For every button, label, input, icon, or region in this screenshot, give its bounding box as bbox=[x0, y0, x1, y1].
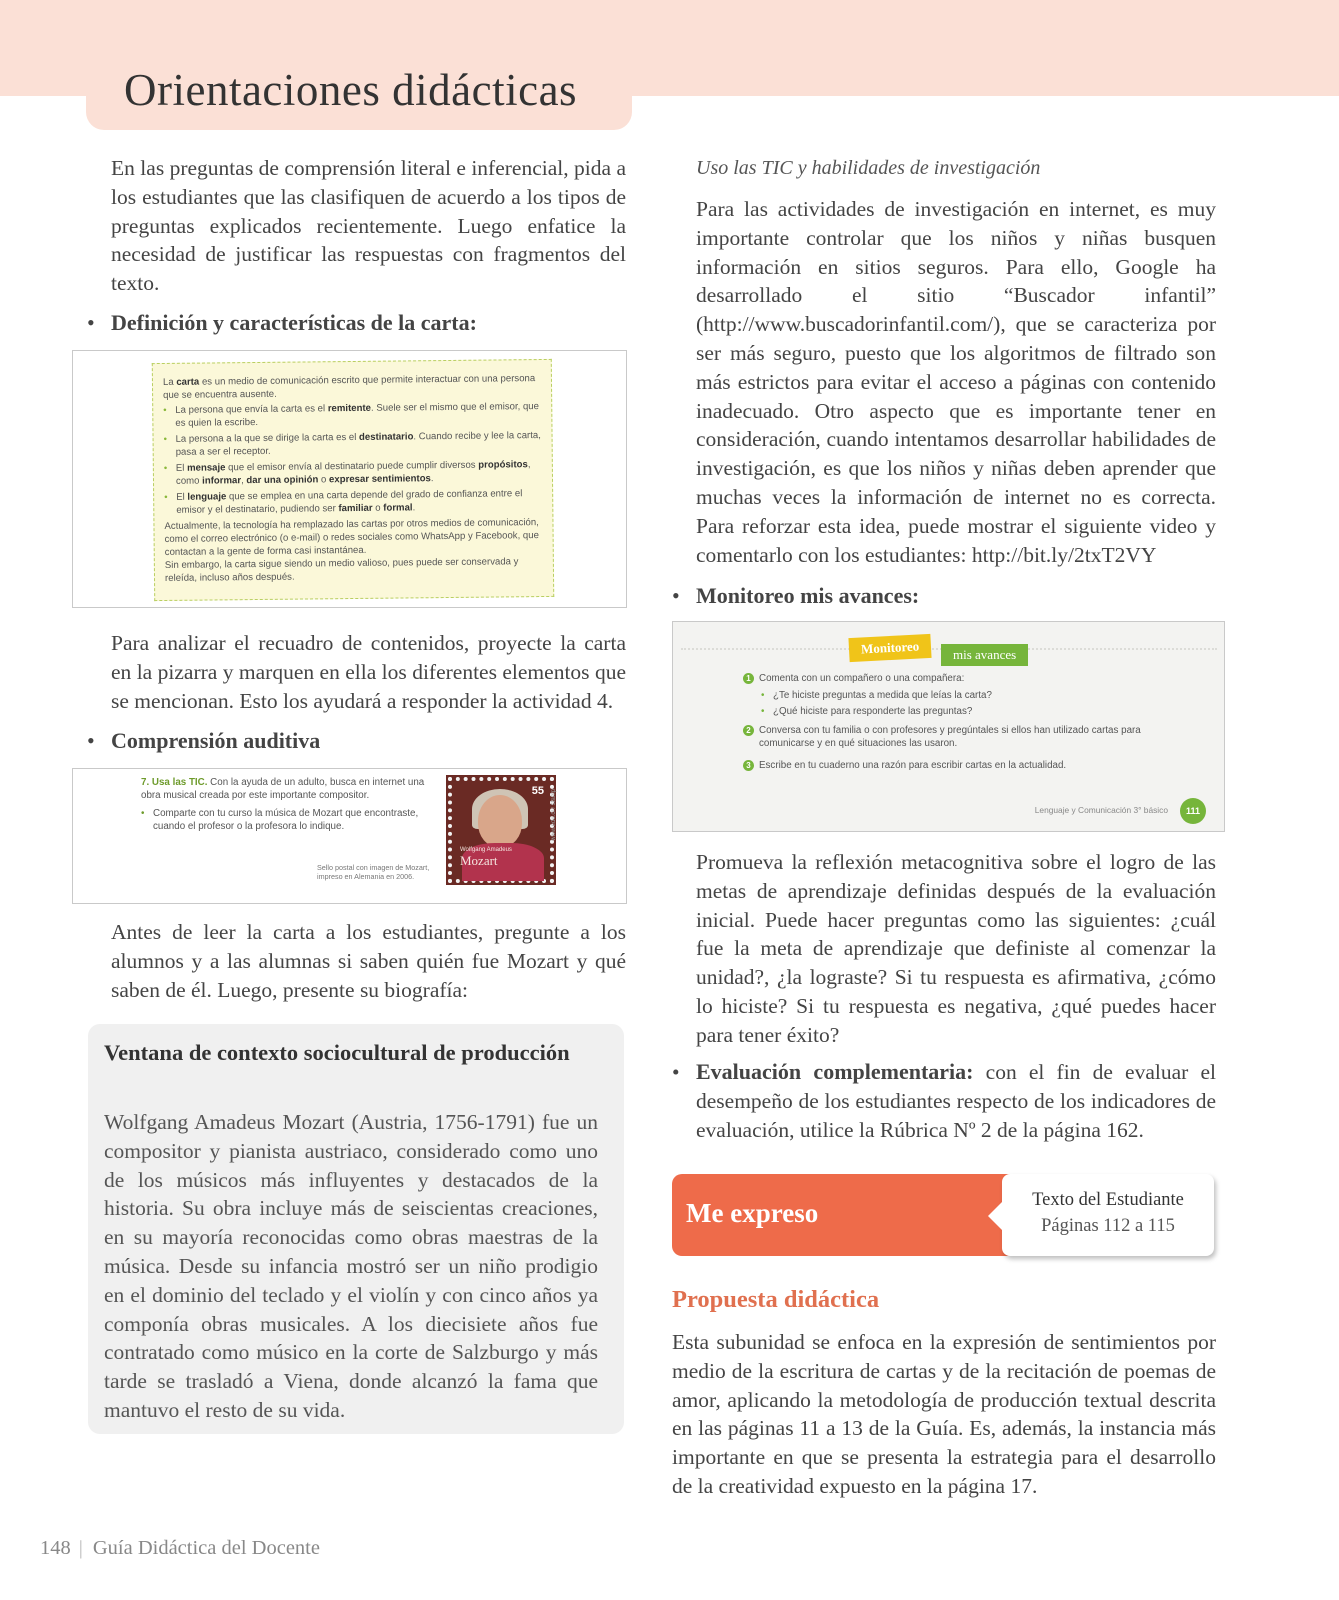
page-title: Orientaciones didácticas bbox=[124, 65, 578, 115]
bullet-dot: • bbox=[672, 583, 680, 608]
monitoreo-item-1: 1 Comenta con un compañero o una compañera: • ¿Te hiciste preguntas a medida que leías la carta? • ¿Qué hiciste para responderte las preguntas? bbox=[743, 672, 1183, 719]
tic-activity bbox=[141, 777, 431, 833]
carta-intro: La carta es un medio de comunicación escrito que permite interactuar con una persona que se encuentra ausente. bbox=[162, 373, 536, 401]
right-paragraph-3: Esta subunidad se enfoca en la expresión de sentimientos por medio de la escritura de cartas y de la recitación de poemas de amor, aplicando la metodología de producción textual descrita en las páginas 11 a 13 de la Guía. Es, además, la instancia más importante en que se presenta la estrategia para el desarrollo de la creatividad expuesto en la página 17. bbox=[672, 1330, 1216, 1498]
bullet-dot: • bbox=[87, 310, 95, 335]
bullet-evaluacion-text: con el fin de evaluar el desempeño de los estudiantes respecto de los indicadores de evaluación, utilice la Rúbrica Nº 2 de la página 162. bbox=[696, 1060, 1216, 1142]
tic-activity-text: 7. Usa las TIC. Con la ayuda de un adulto, busca en internet una obra musical creada por este importante compositor. bbox=[141, 777, 425, 801]
carta-outro-2: Sin embargo, la carta sigue siendo un medio valioso, pues puede ser conservada y releída, incluso años después. bbox=[164, 556, 519, 584]
stamp-value: 55 bbox=[531, 785, 544, 797]
carta-image bbox=[72, 350, 627, 608]
monitoreo-tag: Monitoreo bbox=[848, 634, 931, 662]
bullet-comprension bbox=[87, 728, 626, 754]
left-paragraph-1: En las preguntas de comprensión literal e inferencial, pida a los estudiantes que las clasifiquen de acuerdo a los tipos de preguntas explicados recientemente. Luego enfatice la necesidad de justificar las respuestas con fragmentos del texto. bbox=[111, 156, 626, 296]
tic-activity-sub: • Comparte con tu curso la música de Mozart que encontraste, cuando el profesor o la profesora lo indique. bbox=[141, 808, 419, 832]
bullet-dot: • bbox=[87, 728, 95, 753]
tic-activity-image bbox=[72, 768, 627, 904]
page-footer: 148 | Guía Didáctica del Docente bbox=[40, 1537, 320, 1559]
texto-estudiante-card bbox=[1002, 1174, 1214, 1256]
carta-outro-1: Actualmente, la tecnología ha remplazado las cartas por otros medios de comunicación, como el correo electrónico (o e-mail) o redes sociales como WhatsApp y Facebook, que contactan a la gente de forma casi instantánea. bbox=[164, 517, 539, 558]
left-paragraph-2: Para analizar el recuadro de contenidos, proyecte la carta en la pizarra y marquen en ella los diferentes elementos que se mencionan. Esto los ayudará a responder la actividad 4. bbox=[111, 631, 626, 713]
ventana-title: Ventana de contexto sociocultural de producción bbox=[104, 1040, 570, 1065]
ventana-box bbox=[88, 1024, 624, 1434]
stamp-name: Mozart bbox=[460, 853, 498, 868]
bullet-evaluacion bbox=[672, 1058, 1216, 1144]
monitoreo-image bbox=[672, 621, 1225, 832]
ventana-body: Wolfgang Amadeus Mozart (Austria, 1756-1791) fue un compositor y pianista austriaco, considerado como uno de los músicos más influyentes y destacados de la historia. Su obra incluye más de seiscientas creaciones, en su mayoría reconocidas como obras maestras de la música. Desde su infancia mostró ser un niño prodigio en el dominio del teclado y el violín y con cinco años ya componía obras musicales. A los diecisiete años fue contratado como músico en la corte de Salzburgo y más tarde se trasladó a Viena, donde alcanzó la fama que mantuvo el resto de su vida. bbox=[104, 1110, 598, 1422]
bullet-definicion bbox=[87, 310, 626, 336]
texto-estudiante-title: Texto del Estudiante bbox=[1032, 1190, 1184, 1210]
bullet-monitoreo bbox=[672, 583, 1216, 609]
me-expreso-label: Me expreso bbox=[686, 1198, 819, 1228]
stamp-face bbox=[478, 795, 522, 847]
carta-item-lenguaje: • El lenguaje que se emplea en una carta depende del grado de confianza entre el emisor y el destinatario, pudiendo ser familiar o formal. bbox=[164, 487, 542, 517]
me-expreso-banner bbox=[672, 1174, 1232, 1256]
book-title: Guía Didáctica del Docente bbox=[92, 1537, 320, 1559]
right-paragraph-2: Promueva la reflexión metacognitiva sobre el logro de las metas de aprendizaje definidas después de la evaluación inicial. Puede hacer preguntas como las siguientes: ¿cuál fue la meta de aprendizaje que definiste al comenzar la unidad?, ¿la lograste? Si tu respuesta es afirmativa, ¿cómo lo hiciste? Si tu respuesta es negativa, ¿qué puedes hacer para tener éxito? bbox=[696, 850, 1216, 1047]
carta-item-mensaje: • El mensaje que el emisor envía al destinatario puede cumplir diversos propósitos, como informar, dar una opinión o expresar sentimientos. bbox=[164, 458, 542, 488]
texto-estudiante-pages: Páginas 112 a 115 bbox=[1041, 1216, 1175, 1236]
stamp-vertical-text: www.edu.cl / stamp bbox=[551, 789, 557, 841]
monitoreo-footer: Lenguaje y Comunicación 3° básico bbox=[1034, 805, 1168, 815]
bullet-dot: • bbox=[672, 1060, 680, 1084]
left-paragraph-3: Antes de leer la carta a los estudiantes, pregunte a los alumnos y a las alumnas si saben quién fue Mozart y qué saben de él. Luego, presente su biografía: bbox=[111, 920, 626, 1002]
monitoreo-items bbox=[743, 672, 1183, 777]
bullet-comprension-label: Comprensión auditiva bbox=[111, 728, 321, 753]
carta-note bbox=[152, 359, 554, 601]
bullet-evaluacion-label: Evaluación complementaria: bbox=[696, 1059, 974, 1084]
right-subtitle: Uso las TIC y habilidades de investigación bbox=[696, 157, 1041, 179]
carta-item-remitente: • La persona que envía la carta es el remitente. Suele ser el mismo que el emisor, que es quien la escribe. bbox=[163, 400, 541, 430]
mozart-stamp bbox=[448, 777, 554, 883]
monitoreo-item-3: 3 Escribe en tu cuaderno una razón para escribir cartas en la actualidad. bbox=[743, 759, 1183, 773]
bullet-definicion-label: Definición y características de la carta: bbox=[111, 310, 477, 335]
monitoreo-page-number: 111 bbox=[1180, 798, 1206, 824]
propuesta-heading: Propuesta didáctica bbox=[672, 1286, 880, 1313]
page-number: 148 bbox=[40, 1537, 71, 1559]
monitoreo-item-2: 2 Conversa con tu familia o con profesores y pregúntales si ellos han utilizado cartas para comunicarse y en qué situaciones las usaron. bbox=[743, 724, 1183, 751]
stamp-caption: Sello postal con imagen de Mozart, impreso en Alemania en 2006. bbox=[317, 863, 430, 881]
bullet-monitoreo-label: Monitoreo mis avances: bbox=[696, 583, 920, 608]
right-paragraph-1: Para las actividades de investigación en internet, es muy importante controlar que los niños y niñas busquen información en sitios seguros. Para ello, Google ha desarrollado el sitio “Buscador infantil” (http://www.buscadorinfantil.com/), que se caracteriza por ser más seguro, puesto que los algoritmos de filtrado son más estrictos para evitar el acceso a páginas con contenido inadecuado. Otro aspecto que es importante tener en consideración, cuando intentamos desarrollar habilidades de investigación, es que los niños y niñas deben aprender que muchas veces la información de internet no es correcta. Para reforzar esta idea, puede mostrar el siguiente video y comentarlo con los estudiantes: http://bit.ly/2txT2VY bbox=[696, 197, 1216, 567]
carta-item-destinatario: • La persona a la que se dirige la carta es el destinatario. Cuando recibe y lee la carta, pasa a ser el receptor. bbox=[163, 429, 541, 459]
avances-tag: mis avances bbox=[941, 644, 1028, 666]
stamp-name-small: Wolfgang Amadeus bbox=[460, 847, 512, 853]
